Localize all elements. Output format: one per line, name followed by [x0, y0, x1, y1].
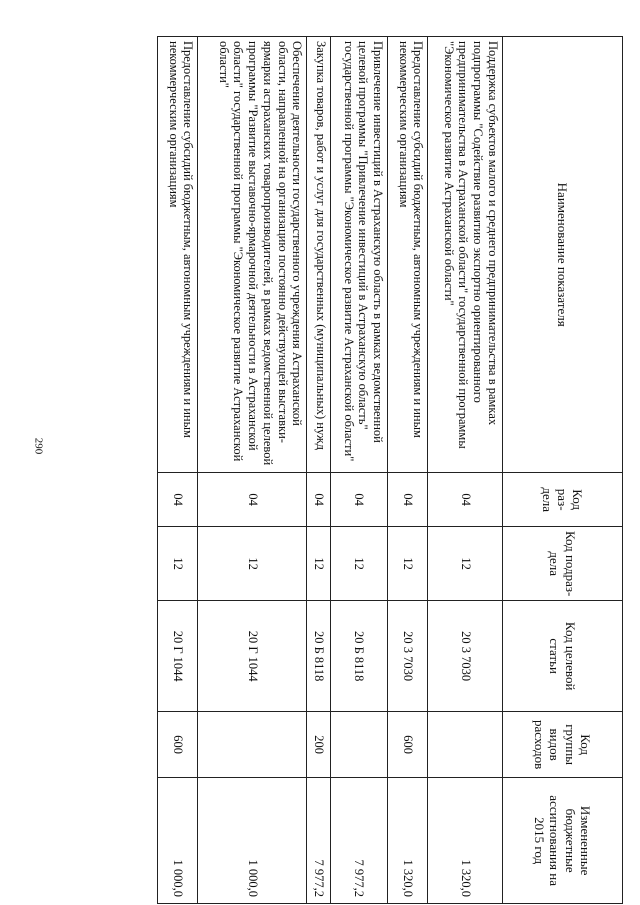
row-podrazdel: 12: [428, 526, 503, 600]
row-podrazdel: 12: [330, 526, 388, 600]
row-summa: 1 320,0: [388, 778, 428, 904]
row-razdel: 04: [198, 473, 307, 527]
header-podrazdel: Код подраз- дела: [503, 526, 623, 600]
row-podrazdel: 12: [388, 526, 428, 600]
row-summa: 1 000,0: [198, 778, 307, 904]
row-name: Закупка товаров, работ и услуг для государственных (муниципальных) нужд: [307, 37, 330, 473]
row-summa: 7 977,2: [307, 778, 330, 904]
row-razdel: 04: [428, 473, 503, 527]
row-name: Предоставление субсидий бюджетным, автономным учреждениям и иным некоммерческим организациям: [388, 37, 428, 473]
table-row: [307, 37, 330, 904]
table-row: [198, 37, 307, 904]
header-summa: Измененные бюджетные ассигнования на 2015 год: [503, 778, 623, 904]
row-gruppa: [428, 711, 503, 777]
row-razdel: 04: [330, 473, 388, 527]
row-razdel: 04: [158, 473, 198, 527]
row-name: Обеспечение деятельности государственного учреждения Астраханской области, направленной на организацию постоянно действующей выставки-ярмарки астраханских товаропроизводителей, в рамках ведомственной целевой программы "Развитие выставочно-ярмарочной деятельности в Астраханской области" государственной программы "Экономическое развитие Астраханской области": [198, 37, 307, 473]
row-podrazdel: 12: [158, 526, 198, 600]
row-gruppa: 200: [307, 711, 330, 777]
row-name: Предоставление субсидий бюджетным, автономным учреждениям и иным некоммерческим организациям: [158, 37, 198, 473]
table-header-row: [503, 37, 623, 904]
table-row: [388, 37, 428, 904]
row-podrazdel: 12: [198, 526, 307, 600]
row-celevaya: 20 3 7030: [388, 601, 428, 712]
row-celevaya: 20 Г 1044: [198, 601, 307, 712]
row-summa: 1 320,0: [428, 778, 503, 904]
table-row: [330, 37, 388, 904]
header-name: Наименование показателя: [503, 37, 623, 473]
row-celevaya: 20 Б 8118: [307, 601, 330, 712]
budget-table: [157, 36, 623, 904]
header-celevaya: Код целевой статьи: [503, 601, 623, 712]
row-celevaya: 20 3 7030: [428, 601, 503, 712]
row-summa: 7 977,2: [330, 778, 388, 904]
row-gruppa: 600: [158, 711, 198, 777]
row-razdel: 04: [388, 473, 428, 527]
row-celevaya: 20 Б 8118: [330, 601, 388, 712]
row-celevaya: 20 Г 1044: [158, 601, 198, 712]
row-gruppa: [198, 711, 307, 777]
row-razdel: 04: [307, 473, 330, 527]
row-name: Поддержка субъектов малого и среднего предпринимательства в рамках подпрограммы "Содействие развитию экспортно ориентированного предпринимательства в Астраханской области" государственной программы "Экономическое развитие Астраханской области": [428, 37, 503, 473]
page-number: 290: [32, 437, 45, 455]
row-podrazdel: 12: [307, 526, 330, 600]
budget-table-sheet: [157, 36, 623, 904]
row-gruppa: [330, 711, 388, 777]
row-gruppa: 600: [388, 711, 428, 777]
header-razdel: Код раз- дела: [503, 473, 623, 527]
row-summa: 1 000,0: [158, 778, 198, 904]
table-row: [158, 37, 198, 904]
table-row: [428, 37, 503, 904]
header-gruppa: Код группы видов расходов: [503, 711, 623, 777]
row-name: Привлечение инвестиций в Астраханскую область в рамках ведомственной целевой программы "Привлечение инвестиций в Астраханскую область" государственной программы "Экономическое развитие Астраханской области": [330, 37, 388, 473]
